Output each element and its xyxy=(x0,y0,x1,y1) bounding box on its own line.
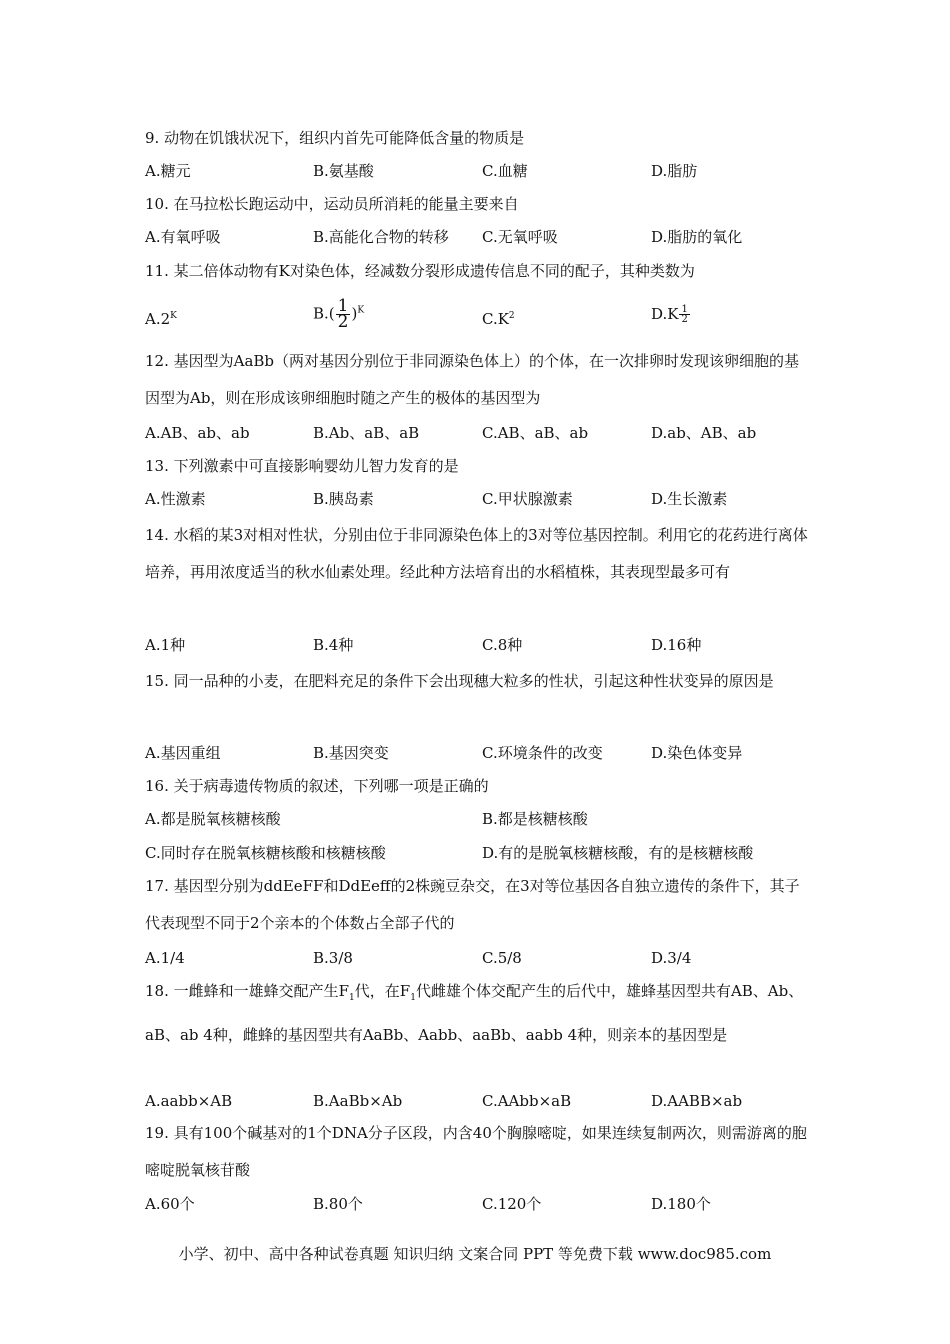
option-b: B.高能化合物的转移 xyxy=(313,228,449,246)
question-19-options xyxy=(145,1195,810,1215)
option-b: B.4种 xyxy=(313,636,354,654)
option-c: C.AB、aB、ab xyxy=(482,424,589,442)
question-11-options xyxy=(145,296,810,332)
option-c: $C.K^2$ xyxy=(482,310,515,328)
option-d: D.K $\frac{1}{2}$ xyxy=(651,304,688,325)
option-d: D.3/4 xyxy=(651,949,692,967)
option-b: B.胰岛素 xyxy=(313,490,374,508)
question-9-stem: 9. 动物在饥饿状况下，组织内首先可能降低含量的物质是 xyxy=(145,129,525,147)
option-a: A.都是脱氧核糖核酸 xyxy=(145,810,281,828)
option-b: B.80个 xyxy=(313,1195,363,1213)
question-10-options xyxy=(145,228,810,248)
option-c: C.8种 xyxy=(482,636,523,654)
option-b: B.( $\frac{1}{2}$ )$^K$ xyxy=(313,296,365,332)
question-17-stem: 17. 基因型分别为ddEeFF和DdEeff的2株豌豆杂交，在3对等位基因各自独立遗传的条件下，其子代表现型不同于2个亲本的个体数占全部子代的 xyxy=(145,877,800,932)
question-19-stem: 19. 具有100个碱基对的1个DNA分子区段，内含40个胸腺嘧啶，如果连续复制两次，则需游离的胞嘧啶脱氧核苷酸 xyxy=(145,1124,807,1179)
option-a: A.1/4 xyxy=(145,949,185,967)
question-16-stem: 16. 关于病毒遗传物质的叙述，下列哪一项是正确的 xyxy=(145,777,489,795)
question-16-options-row2 xyxy=(145,844,810,864)
option-a: A.性激素 xyxy=(145,490,206,508)
question-16-options-row1 xyxy=(145,810,810,830)
option-b: B.氨基酸 xyxy=(313,162,374,180)
option-c: C.无氧呼吸 xyxy=(482,228,558,246)
option-a: A.糖元 xyxy=(145,162,191,180)
option-c: C.甲状腺激素 xyxy=(482,490,573,508)
question-17-options xyxy=(145,949,810,969)
option-a: A.有氧呼吸 xyxy=(145,228,221,246)
option-c: C.环境条件的改变 xyxy=(482,744,603,762)
option-b: B.都是核糖核酸 xyxy=(482,810,588,828)
question-12-options xyxy=(145,424,810,444)
question-13-options xyxy=(145,490,810,510)
page-footer: 小学、初中、高中各种试卷真题 知识归纳 文案合同 PPT 等免费下载 www.doc985.com xyxy=(178,1245,772,1263)
question-14-options xyxy=(145,636,810,656)
question-10-stem: 10. 在马拉松长跑运动中，运动员所消耗的能量主要来自 xyxy=(145,195,519,213)
option-a: A.60个 xyxy=(145,1195,195,1213)
question-15-options xyxy=(145,744,810,764)
option-d: D.染色体变异 xyxy=(651,744,743,762)
option-b: B.Ab、aB、aB xyxy=(313,424,420,442)
question-12-stem: 12. 基因型为AaBb（两对基因分别位于非同源染色体上）的个体，在一次排卵时发现该卵细胞的基因型为Ab，则在形成该卵细胞时随之产生的极体的基因型为 xyxy=(145,352,800,407)
question-13-stem: 13. 下列激素中可直接影响婴幼儿智力发育的是 xyxy=(145,457,459,475)
option-c: C.血糖 xyxy=(482,162,528,180)
option-d: D.脂肪的氧化 xyxy=(651,228,743,246)
option-d: D.有的是脱氧核糖核酸，有的是核糖核酸 xyxy=(482,844,754,862)
option-c: C.同时存在脱氧核糖核酸和核糖核酸 xyxy=(145,844,386,862)
option-d: D.生长激素 xyxy=(651,490,728,508)
option-b: B.基因突变 xyxy=(313,744,389,762)
question-18-stem: 18. 一雌蜂和一雄蜂交配产生$F_1$代，在$F_1$代雌雄个体交配产生的后代中，雄蜂基因型共有AB、Ab、aB、ab 4种，雌蜂的基因型共有AaBb、Aabb、aaBb、aabb 4种，则亲本的基因型是 xyxy=(145,982,804,1044)
option-a: A.AB、ab、ab xyxy=(145,424,250,442)
option-d: D.ab、AB、ab xyxy=(651,424,757,442)
question-11-stem: 11. 某二倍体动物有K对染色体，经减数分裂形成遗传信息不同的配子，其种类数为 xyxy=(145,262,695,280)
option-a: $A.2^K$ xyxy=(145,310,177,328)
option-c: C.5/8 xyxy=(482,949,522,967)
question-15-stem: 15. 同一品种的小麦，在肥料充足的条件下会出现穗大粒多的性状，引起这种性状变异的原因是 xyxy=(145,672,774,690)
option-d: D.脂肪 xyxy=(651,162,698,180)
option-d: D.180个 xyxy=(651,1195,711,1213)
option-a: A.基因重组 xyxy=(145,744,221,762)
option-b: B.AaBb×Ab xyxy=(313,1092,403,1110)
option-a: A.aabb×AB xyxy=(145,1092,233,1110)
option-d: D.AABB×ab xyxy=(651,1092,743,1110)
option-a: A.1种 xyxy=(145,636,186,654)
question-9-options xyxy=(145,162,810,182)
option-b: B.3/8 xyxy=(313,949,353,967)
fraction-exponent: $\frac{1}{2}$ xyxy=(681,304,688,325)
question-18-options xyxy=(145,1092,810,1112)
question-14-stem: 14. 水稻的某3对相对性状，分别由位于非同源染色体上的3对等位基因控制。利用它的花药进行离体培养，再用浓度适当的秋水仙素处理。经此种方法培育出的水稻植株，其表现型最多可有 xyxy=(145,526,808,581)
option-c: C.120个 xyxy=(482,1195,542,1213)
option-d: D.16种 xyxy=(651,636,702,654)
option-c: C.AAbb×aB xyxy=(482,1092,572,1110)
fraction-one-half: $\frac{1}{2}$ xyxy=(337,296,349,332)
